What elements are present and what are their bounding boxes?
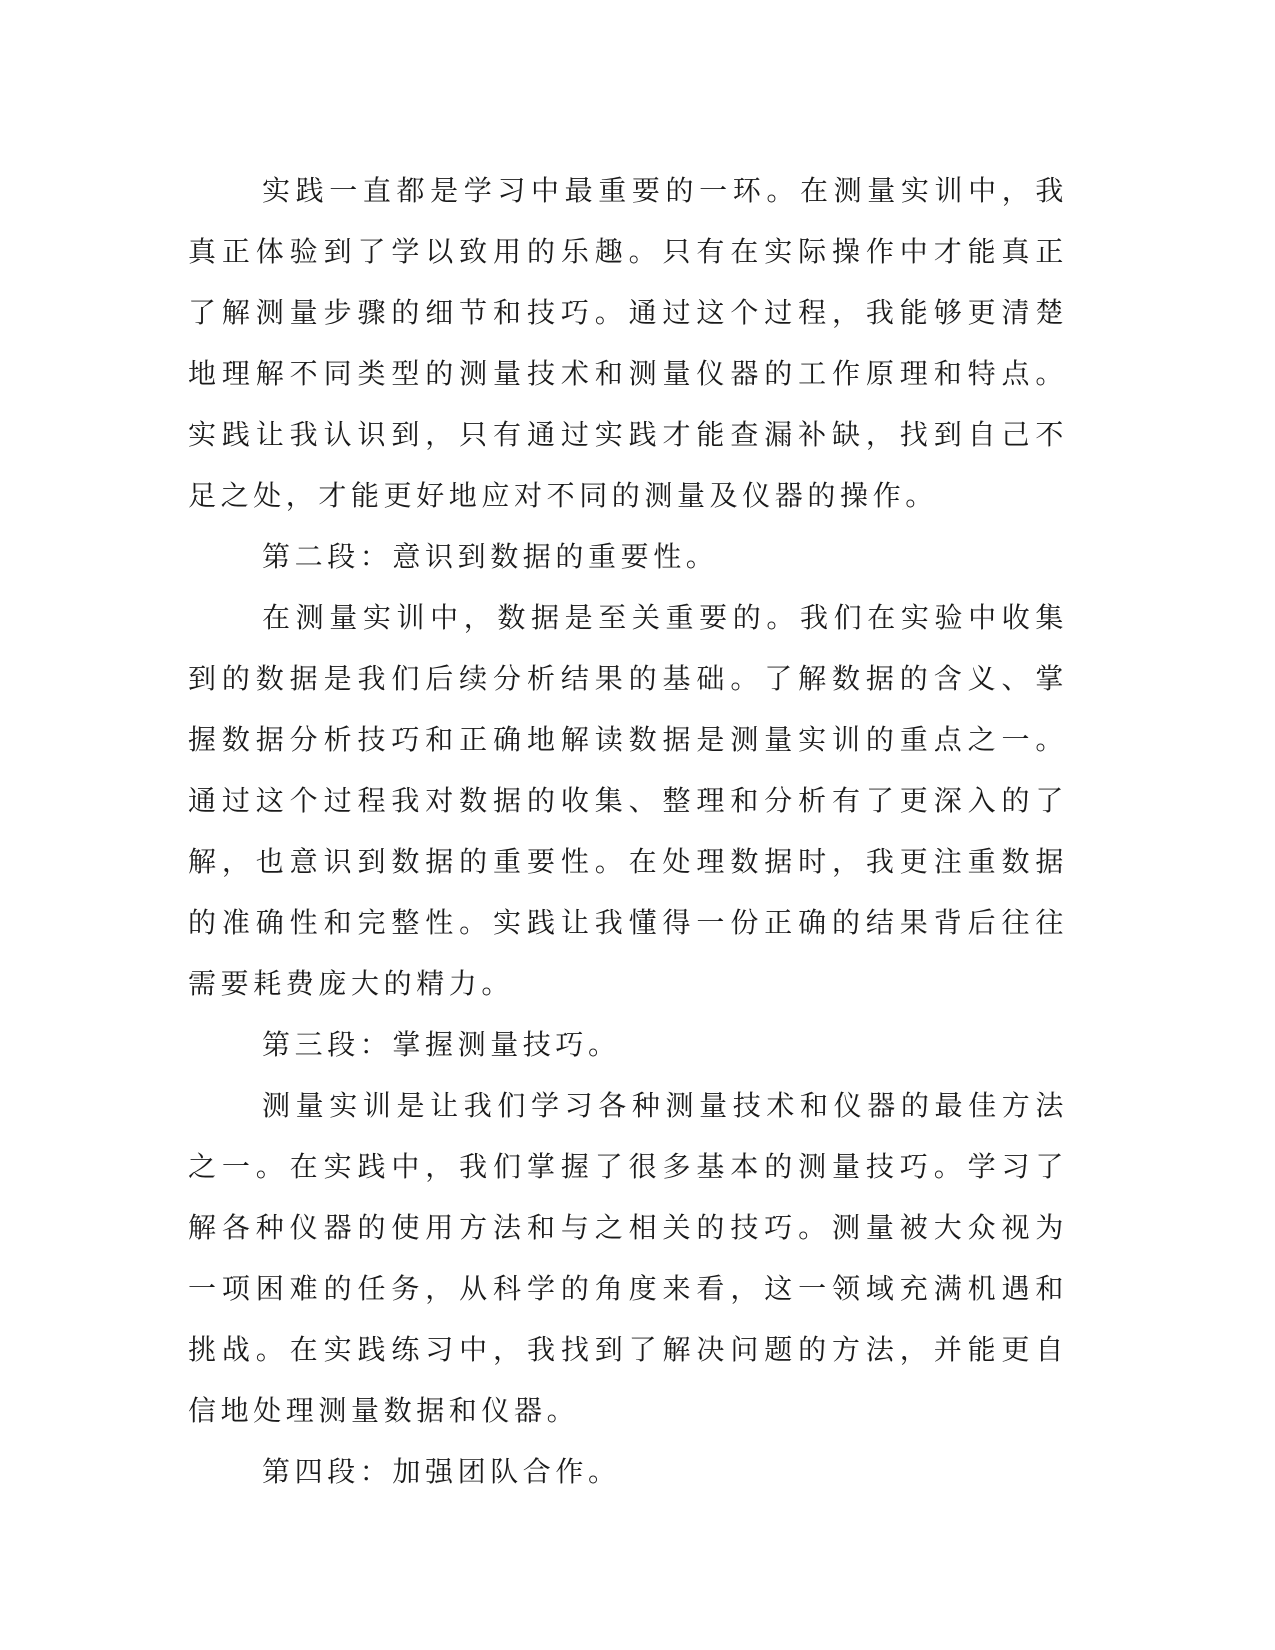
paragraph-data-importance: 在测量实训中，数据是至关重要的。我们在实验中收集到的数据是我们后续分析结果的基础。了解数据的含义、掌握数据分析技巧和正确地解读数据是测量实训的重点之一。通过这个过程我对数据的收集、整理和分析有了更深入的了解，也意识到数据的重要性。在处理数据时，我更注重数据的准确性和完整性。实践让我懂得一份正确的结果背后往往需要耗费庞大的精力。 bbox=[188, 601, 1068, 1000]
section-heading-4: 第四段：加强团队合作。 bbox=[262, 1455, 621, 1488]
document-body bbox=[188, 160, 1068, 1502]
section-heading-3: 第三段：掌握测量技巧。 bbox=[262, 1028, 621, 1061]
paragraph-practice: 实践一直都是学习中最重要的一环。在测量实训中，我真正体验到了学以致用的乐趣。只有在实际操作中才能真正了解测量步骤的细节和技巧。通过这个过程，我能够更清楚地理解不同类型的测量技术和测量仪器的工作原理和特点。实践让我认识到，只有通过实践才能查漏补缺，找到自己不足之处，才能更好地应对不同的测量及仪器的操作。 bbox=[188, 174, 1068, 512]
paragraph-measurement-skills: 测量实训是让我们学习各种测量技术和仪器的最佳方法之一。在实践中，我们掌握了很多基本的测量技巧。学习了解各种仪器的使用方法和与之相关的技巧。测量被大众视为一项困难的任务，从科学的角度来看，这一领域充满机遇和挑战。在实践练习中，我找到了解决问题的方法，并能更自信地处理测量数据和仪器。 bbox=[188, 1089, 1068, 1427]
section-heading-2: 第二段：意识到数据的重要性。 bbox=[262, 540, 719, 573]
